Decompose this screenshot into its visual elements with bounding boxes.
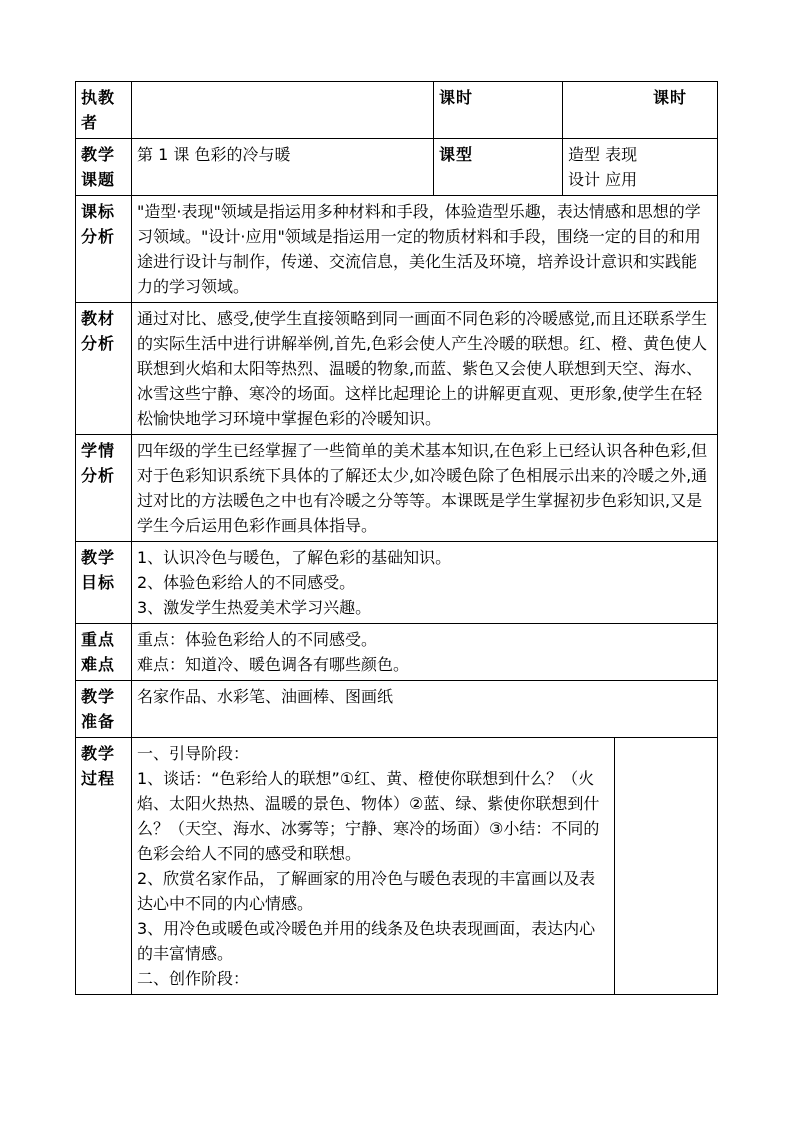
row-students bbox=[76, 435, 718, 542]
prep-label-line2: 准备 bbox=[81, 712, 116, 731]
process-paragraph: 3、用冷色或暖色或冷暖色并用的线条及色块表现画面，表达内心的丰富情感。 bbox=[137, 919, 596, 963]
topic-label-line1: 教学 bbox=[81, 145, 116, 164]
type-label: 课型 bbox=[434, 139, 563, 196]
row-keypoints bbox=[76, 624, 718, 681]
material-label bbox=[76, 303, 132, 435]
keypoints-label-line1: 重点 bbox=[81, 630, 116, 649]
row-material bbox=[76, 303, 718, 435]
standard-label-line2: 分析 bbox=[81, 227, 116, 246]
goals-label-line2: 目标 bbox=[81, 573, 116, 592]
teacher-label-line2: 者 bbox=[81, 113, 99, 132]
topic-value: 第 1 课 色彩的冷与暖 bbox=[132, 139, 434, 196]
period-value: 课时 bbox=[563, 82, 718, 139]
prep-label-line1: 教学 bbox=[81, 687, 116, 706]
keypoints-label-line2: 难点 bbox=[81, 655, 116, 674]
material-text: 通过对比、感受,使学生直接领略到同一画面不同色彩的冷暖感觉,而且还联系学生的实际生活中进行讲解举例,首先,色彩会使人产生冷暖的联想。红、橙、黄色使人联想到火焰和太阳等热烈、温暖的物象,而蓝、紫色又会使人联想到天空、海水、冰雪这些宁静、寒冷的场面。这样比起理论上的讲解更直观、更形象,使学生在轻松愉快地学习环境中掌握色彩的冷暖知识。 bbox=[132, 303, 718, 435]
row-goals bbox=[76, 542, 718, 624]
material-label-line1: 教材 bbox=[81, 309, 116, 328]
students-label bbox=[76, 435, 132, 542]
prep-text: 名家作品、水彩笔、油画棒、图画纸 bbox=[132, 681, 718, 738]
process-paragraph: 1、谈话：“色彩给人的联想”①红、黄、橙使你联想到什么？（火焰、太阳火热热、温暖的景色、物体）②蓝、绿、紫使你联想到什么？（天空、海水、冰雾等；宁静、寒冷的场面）③小结：不同的色彩会给人不同的感受和联想。 bbox=[137, 769, 600, 863]
standard-label bbox=[76, 196, 132, 303]
teacher-label bbox=[76, 82, 132, 139]
teacher-label-line1: 执教 bbox=[81, 88, 116, 107]
topic-label-line2: 课题 bbox=[81, 170, 116, 189]
lesson-plan-table bbox=[75, 81, 718, 995]
process-text bbox=[132, 738, 615, 995]
process-label-line1: 教学 bbox=[81, 744, 116, 763]
goal-item: 2、体验色彩给人的不同感受。 bbox=[137, 573, 356, 592]
material-label-line2: 分析 bbox=[81, 334, 116, 353]
standard-label-line1: 课标 bbox=[81, 202, 116, 221]
students-text: 四年级的学生已经掌握了一些简单的美术基本知识,在色彩上已经认识各种色彩,但对于色彩知识系统下具体的了解还太少,如冷暖色除了色相展示出来的冷暖之外,通过对比的方法暖色之中也有冷暖之分等等。本课既是学生掌握初步色彩知识,又是学生今后运用色彩作画具体指导。 bbox=[132, 435, 718, 542]
row-topic bbox=[76, 139, 718, 196]
goals-label bbox=[76, 542, 132, 624]
type-value bbox=[563, 139, 718, 196]
process-label bbox=[76, 738, 132, 995]
period-label: 课时 bbox=[434, 82, 563, 139]
students-label-line2: 分析 bbox=[81, 466, 116, 485]
goals-list bbox=[132, 542, 718, 624]
goals-label-line1: 教学 bbox=[81, 548, 116, 567]
row-teacher bbox=[76, 82, 718, 139]
goal-item: 3、激发学生热爱美术学习兴趣。 bbox=[137, 598, 372, 617]
process-paragraph: 一、引导阶段： bbox=[137, 744, 250, 763]
students-label-line1: 学情 bbox=[81, 441, 116, 460]
row-process bbox=[76, 738, 718, 995]
goal-item: 1、认识冷色与暖色，了解色彩的基础知识。 bbox=[137, 548, 452, 567]
process-paragraph: 二、创作阶段： bbox=[137, 969, 250, 988]
standard-text: "造型·表现"领域是指运用多种材料和手段，体验造型乐趣，表达情感和思想的学习领域。"设计·应用"领域是指运用一定的物质材料和手段，围绕一定的目的和用途进行设计与制作，传递、交流信息，美化生活及环境，培养设计意识和实践能力的学习领域。 bbox=[132, 196, 718, 303]
type-line1: 造型 表现 bbox=[568, 145, 638, 164]
process-notes-cell bbox=[615, 738, 718, 995]
keypoints-list bbox=[132, 624, 718, 681]
row-standard bbox=[76, 196, 718, 303]
keypoint-item: 重点：体验色彩给人的不同感受。 bbox=[137, 630, 378, 649]
type-line2: 设计 应用 bbox=[568, 170, 638, 189]
process-label-line2: 过程 bbox=[81, 769, 116, 788]
keypoints-label bbox=[76, 624, 132, 681]
keypoint-item: 难点：知道冷、暖色调各有哪些颜色。 bbox=[137, 655, 410, 674]
row-prep bbox=[76, 681, 718, 738]
topic-label bbox=[76, 139, 132, 196]
teacher-name-cell bbox=[132, 82, 434, 139]
process-paragraph: 2、欣赏名家作品，了解画家的用冷色与暖色表现的丰富画以及表达心中不同的内心情感。 bbox=[137, 869, 596, 913]
prep-label bbox=[76, 681, 132, 738]
